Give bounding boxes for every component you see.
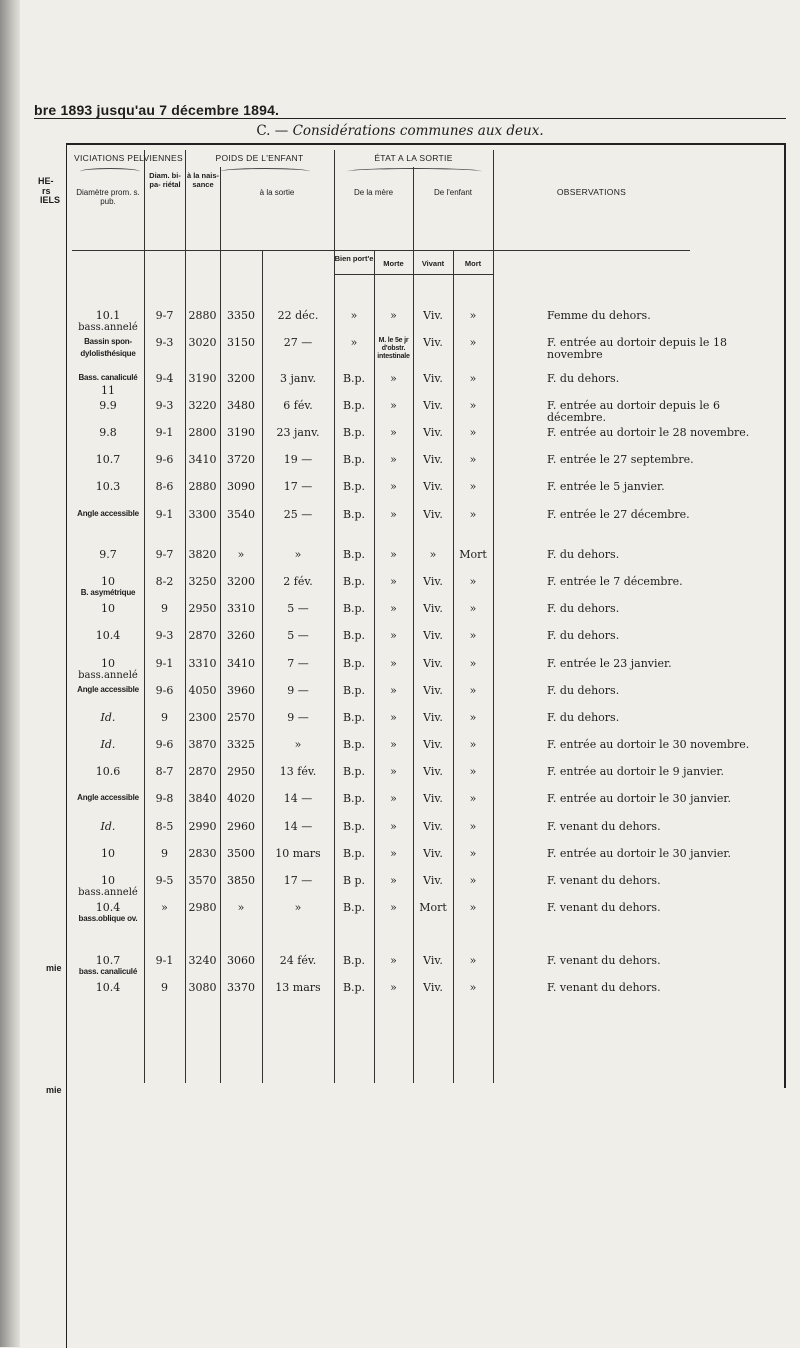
cell-nais: 3080 (188, 981, 217, 994)
cell-nais: 3190 (188, 372, 217, 385)
cell-mort: » (469, 901, 477, 914)
cell-observation: F. entrée le 7 décembre. (547, 575, 683, 588)
cell-date: 19 — (283, 453, 313, 466)
cell-sortie: 3540 (227, 508, 255, 521)
cell-vivant: Viv. (423, 602, 443, 615)
cell-nais: 2800 (188, 426, 217, 439)
cell-diam: 9.9 (99, 399, 117, 412)
table-top-rule (66, 143, 784, 145)
cell-date: » (294, 548, 302, 561)
cell-observation: Femme du dehors. (547, 309, 651, 322)
cell-mere_morte: » (390, 309, 397, 322)
cell-bipa: 9 (161, 711, 168, 724)
cell-mort: Mort (459, 548, 487, 561)
cell-bipa: 9-6 (155, 738, 174, 751)
cell-vivant: Viv. (423, 629, 443, 642)
cell-nais: 4050 (188, 684, 217, 697)
cell-vivant: Viv. (423, 738, 443, 751)
cell-vivant: Viv. (423, 453, 443, 466)
cell-nais: 2880 (188, 309, 217, 322)
header-naissance: à la nais- sance (186, 171, 220, 189)
cell-date: 24 fév. (279, 954, 317, 967)
cell-mere_bp: B.p. (342, 684, 366, 697)
cell-diam-note: dylolisthésique (80, 349, 136, 358)
cell-mort: » (469, 874, 477, 887)
cell-vivant: Viv. (423, 575, 443, 588)
cell-nais: 2830 (188, 847, 217, 860)
cell-mort: » (469, 738, 477, 751)
cell-vivant: Viv. (423, 372, 443, 385)
cell-nais: 3410 (188, 453, 217, 466)
cell-observation: F. entrée au dortoir depuis le 18 novembre (547, 336, 727, 361)
cell-mort: » (469, 575, 477, 588)
cell-mort: » (469, 684, 477, 697)
cell-bipa: 9-7 (155, 548, 174, 561)
cell-diam: 9.7 (99, 548, 117, 561)
cell-bipa: 8-6 (155, 480, 174, 493)
cell-diam-note: bass.oblique ov. (78, 914, 138, 923)
header-brace (80, 168, 140, 175)
cell-diam: Id. (100, 820, 116, 833)
cell-bipa: 8-7 (155, 765, 174, 778)
header-viciations: VICIATIONS PELVIENNES (74, 153, 183, 163)
section-title: C. — Considérations communes aux deux. (256, 123, 544, 139)
cell-mere_morte: » (390, 901, 397, 914)
cell-vivant: Viv. (423, 820, 443, 833)
cell-vivant: Viv. (423, 792, 443, 805)
cell-nais: 3820 (188, 548, 217, 561)
cell-vivant: Viv. (423, 399, 443, 412)
margin-fragment: rs (42, 186, 51, 196)
cell-sortie: 2960 (227, 820, 255, 833)
cell-nais: 3570 (188, 874, 217, 887)
cell-diam: 10 (101, 575, 115, 588)
cell-mere_morte: » (390, 602, 397, 615)
cell-sortie: 4020 (227, 792, 255, 805)
cell-vivant: Viv. (423, 981, 443, 994)
cell-date: 6 fév. (283, 399, 313, 412)
cell-diam: Id. (100, 738, 116, 751)
cell-nais: 3220 (188, 399, 217, 412)
cell-date: 10 mars (275, 847, 321, 860)
cell-nais: 2990 (188, 820, 217, 833)
cell-observation: F. entrée le 27 septembre. (547, 453, 694, 466)
cell-mere_morte: » (390, 711, 397, 724)
cell-bipa: » (161, 901, 168, 914)
cell-sortie: 3260 (227, 629, 255, 642)
cell-mere_bp: B p. (342, 874, 366, 887)
cell-diam: Angle accessible (77, 685, 139, 694)
cell-vivant: Viv. (423, 847, 443, 860)
cell-vivant: Viv. (423, 657, 443, 670)
cell-sortie: 3060 (227, 954, 255, 967)
cell-sortie: 2950 (227, 765, 255, 778)
cell-diam: 10.6 (95, 765, 121, 778)
cell-mort: » (469, 480, 477, 493)
cell-diam-note: 11 (101, 384, 115, 397)
header-morte: Morte (383, 259, 404, 268)
cell-date: 3 janv. (280, 372, 316, 385)
cell-observation: F. venant du dehors. (547, 874, 661, 887)
cell-mere_morte: » (390, 575, 397, 588)
cell-nais: 3840 (188, 792, 217, 805)
cell-vivant: Mort (419, 901, 447, 914)
cell-date: 23 janv. (276, 426, 320, 439)
cell-mere_morte: » (390, 629, 397, 642)
cell-sortie: 3325 (227, 738, 255, 751)
cell-observation: F. entrée le 5 janvier. (547, 480, 665, 493)
cell-mort: » (469, 657, 477, 670)
cell-mort: » (469, 309, 477, 322)
cell-mere_morte: » (390, 847, 397, 860)
cell-date: 17 — (283, 874, 313, 887)
cell-diam: 10 (101, 847, 115, 860)
cell-mort: » (469, 981, 477, 994)
cell-bipa: 9-1 (155, 426, 174, 439)
cell-mere_bp: B.p. (342, 372, 366, 385)
cell-date: 2 fév. (283, 575, 313, 588)
cell-mere_morte: » (390, 874, 397, 887)
cell-observation: F. du dehors. (547, 548, 620, 561)
cell-date: 7 — (287, 657, 309, 670)
cell-nais: 2880 (188, 480, 217, 493)
cell-bipa: 9-1 (155, 508, 174, 521)
cell-diam: 10.4 (95, 901, 121, 914)
cell-diam: 10 (101, 874, 115, 887)
header-sortie: à la sortie (259, 188, 295, 197)
margin-fragment: mie (46, 1085, 62, 1095)
cell-mere_bp: B.p. (342, 765, 366, 778)
cell-mere_bp: B.p. (342, 480, 366, 493)
cell-bipa: 8-5 (155, 820, 174, 833)
cell-mere_morte: » (390, 954, 397, 967)
cell-vivant: Viv. (423, 508, 443, 521)
cell-mort: » (469, 954, 477, 967)
header-poids: POIDS DE L'ENFANT (215, 153, 304, 163)
cell-vivant: Viv. (423, 336, 443, 349)
cell-vivant: Viv. (423, 480, 443, 493)
cell-sortie: 3960 (227, 684, 255, 697)
cell-date: » (294, 901, 302, 914)
cell-diam-note: bass. canaliculé (78, 967, 138, 976)
cell-observation: F. entrée au dortoir le 30 janvier. (547, 847, 731, 860)
cell-observation: F. du dehors. (547, 372, 620, 385)
cell-nais: 3870 (188, 738, 217, 751)
cell-sortie: 3090 (227, 480, 255, 493)
cell-mere_morte: » (390, 372, 397, 385)
cell-mere_bp: B.p. (342, 548, 366, 561)
cell-observation: F. venant du dehors. (547, 901, 661, 914)
header-vivant: Vivant (421, 259, 445, 268)
cell-mort: » (469, 399, 477, 412)
cell-diam: 10.4 (95, 629, 121, 642)
cell-mere_bp: » (350, 309, 358, 322)
cell-sortie: 3410 (227, 657, 255, 670)
cell-diam-note: bass.annelé (78, 670, 138, 681)
cell-date: 17 — (283, 480, 313, 493)
cell-observation: F. venant du dehors. (547, 820, 661, 833)
cell-bipa: 9 (161, 981, 168, 994)
cell-diam: Bassin spon- (84, 337, 132, 346)
margin-fragment: mie (46, 963, 62, 973)
cell-sortie: 2570 (227, 711, 255, 724)
cell-mere_bp: B.p. (342, 711, 366, 724)
cell-mere_morte: » (390, 657, 397, 670)
cell-vivant: Viv. (423, 426, 443, 439)
cell-sortie: 3200 (227, 575, 255, 588)
header-brace (220, 168, 310, 175)
cell-observation: F. du dehors. (547, 629, 620, 642)
results-table (72, 150, 690, 1083)
cell-date: 13 fév. (279, 765, 317, 778)
margin-fragment: HE- (38, 176, 54, 186)
header-de-la-mere: De la mère (353, 188, 394, 197)
cell-bipa: 9-3 (155, 399, 174, 412)
cell-mort: » (469, 372, 477, 385)
cell-mort: » (469, 602, 477, 615)
cell-diam: Angle accessible (77, 793, 139, 802)
cell-diam-note: bass.annelé (78, 887, 138, 898)
cell-mere_bp: B.p. (342, 629, 366, 642)
cell-diam: 10.3 (95, 480, 121, 493)
cell-mere_bp: B.p. (342, 820, 366, 833)
cell-sortie: » (237, 548, 245, 561)
cell-observation: F. entrée le 23 janvier. (547, 657, 672, 670)
cell-nais: 2300 (188, 711, 217, 724)
cell-nais: 3300 (188, 508, 217, 521)
cell-sortie: 3850 (227, 874, 255, 887)
cell-observation: F. entrée au dortoir le 9 janvier. (547, 765, 724, 778)
cell-nais: 2950 (188, 602, 217, 615)
running-header: bre 1893 jusqu'au 7 décembre 1894. (34, 102, 280, 118)
cell-sortie: 3310 (227, 602, 255, 615)
cell-nais: 3240 (188, 954, 217, 967)
cell-nais: 2870 (188, 765, 217, 778)
header-bien-portante: Bien port'e (334, 254, 374, 263)
cell-vivant: » (429, 548, 437, 561)
cell-mort: » (469, 508, 477, 521)
cell-sortie: 3720 (227, 453, 255, 466)
cell-observation: F. entrée au dortoir le 28 novembre. (547, 426, 750, 439)
cell-nais: 3250 (188, 575, 217, 588)
cell-mere_morte: » (390, 738, 397, 751)
cell-bipa: 9-4 (155, 372, 174, 385)
cell-mere_bp: » (350, 336, 358, 349)
cell-diam: Id. (100, 711, 116, 724)
cell-date: 14 — (283, 792, 313, 805)
cell-date: 27 — (283, 336, 313, 349)
cell-sortie: 3370 (227, 981, 255, 994)
cell-mort: » (469, 820, 477, 833)
cell-bipa: 8-2 (155, 575, 174, 588)
cell-diam: 10.1 (95, 309, 121, 322)
cell-diam: 10 (101, 602, 115, 615)
cell-date: » (294, 738, 302, 751)
cell-bipa: 9-8 (155, 792, 174, 805)
cell-mere_bp: B.p. (342, 426, 366, 439)
cell-bipa: 9 (161, 847, 168, 860)
cell-sortie: 3150 (227, 336, 255, 349)
cell-vivant: Viv. (423, 711, 443, 724)
cell-nais: 3020 (188, 336, 217, 349)
cell-date: 5 — (287, 602, 309, 615)
cell-nais: 3310 (188, 657, 217, 670)
cell-observation: F. entrée au dortoir le 30 novembre. (547, 738, 750, 751)
cell-diam: 9.8 (99, 426, 117, 439)
cell-observation: F. entrée le 27 décembre. (547, 508, 690, 521)
cell-diam: 10.7 (95, 954, 121, 967)
cell-mort: » (469, 792, 477, 805)
table-right-rule (784, 143, 786, 1088)
cell-sortie: 3350 (227, 309, 255, 322)
cell-date: 25 — (283, 508, 313, 521)
cell-diam: 10.7 (95, 453, 121, 466)
cell-mort: » (469, 847, 477, 860)
table-left-rule (66, 143, 67, 1348)
cell-diam: Angle accessible (77, 509, 139, 518)
cell-mere_bp: B.p. (342, 399, 366, 412)
cell-sortie: 3190 (227, 426, 255, 439)
header-brace (347, 168, 482, 175)
cell-date: 9 — (287, 711, 309, 724)
header-etat: ÉTAT A LA SORTIE (374, 153, 453, 163)
cell-bipa: 9-7 (155, 309, 174, 322)
cell-bipa: 9-3 (155, 629, 174, 642)
cell-mere_bp: B.p. (342, 738, 366, 751)
cell-observation: F. venant du dehors. (547, 981, 661, 994)
cell-mere_bp: B.p. (342, 792, 366, 805)
cell-bipa: 9-3 (155, 336, 174, 349)
header-rule (34, 118, 786, 119)
cell-date: 14 — (283, 820, 313, 833)
cell-mere_morte: » (390, 981, 397, 994)
cell-mere_morte: » (390, 765, 397, 778)
margin-fragment: IELS (40, 195, 61, 205)
cell-observation: F. entrée au dortoir depuis le 6 décembre. (547, 399, 720, 424)
adjacent-page-margin (20, 120, 64, 1200)
cell-mere_morte: » (390, 453, 397, 466)
cell-observation: F. du dehors. (547, 602, 620, 615)
cell-date: 22 déc. (277, 309, 319, 322)
cell-vivant: Viv. (423, 954, 443, 967)
cell-mort: » (469, 711, 477, 724)
header-bipa: Diam. bi-pa- riétal (149, 171, 181, 189)
cell-mere_morte: » (390, 684, 397, 697)
cell-observation: F. entrée au dortoir le 30 janvier. (547, 792, 731, 805)
cell-observation: F. du dehors. (547, 711, 620, 724)
cell-sortie: 3200 (227, 372, 255, 385)
cell-vivant: Viv. (423, 684, 443, 697)
cell-nais: 2980 (188, 901, 217, 914)
cell-date: 13 mars (275, 981, 321, 994)
cell-vivant: Viv. (423, 309, 443, 322)
cell-mere_bp: B.p. (342, 575, 366, 588)
cell-mere_morte: » (390, 548, 397, 561)
cell-bipa: 9-6 (155, 453, 174, 466)
cell-mere_bp: B.p. (342, 657, 366, 670)
cell-mere_morte: » (390, 792, 397, 805)
cell-sortie: 3500 (227, 847, 255, 860)
cell-date: 5 — (287, 629, 309, 642)
cell-diam: 10 (101, 657, 115, 670)
cell-mort: » (469, 453, 477, 466)
cell-bipa: 9-6 (155, 684, 174, 697)
cell-bipa: 9-1 (155, 954, 174, 967)
cell-bipa: 9-5 (155, 874, 174, 887)
cell-mort: » (469, 426, 477, 439)
cell-mere_bp: B.p. (342, 508, 366, 521)
book-spine-shadow (0, 0, 20, 1347)
cell-mere_morte: M. le 5e jr d'obstr. intestinale (377, 337, 410, 360)
cell-diam-note: B. asymétrique (80, 588, 136, 597)
cell-bipa: 9 (161, 602, 168, 615)
cell-diam: 10.4 (95, 981, 121, 994)
cell-diam-note: bass.annelé (78, 322, 138, 333)
cell-observation: F. venant du dehors. (547, 954, 661, 967)
cell-mort: » (469, 629, 477, 642)
cell-date: 9 — (287, 684, 309, 697)
cell-mere_bp: B.p. (342, 847, 366, 860)
cell-sortie: » (237, 901, 245, 914)
cell-mere_morte: » (390, 508, 397, 521)
cell-observation: F. du dehors. (547, 684, 620, 697)
cell-sortie: 3480 (227, 399, 255, 412)
cell-mere_morte: » (390, 426, 397, 439)
cell-mere_bp: B.p. (342, 901, 366, 914)
header-observations: OBSERVATIONS (556, 187, 627, 197)
header-mort: Mort (464, 259, 482, 268)
cell-nais: 2870 (188, 629, 217, 642)
cell-mere_bp: B.p. (342, 602, 366, 615)
cell-mort: » (469, 765, 477, 778)
cell-diam: Bass. canaliculé (78, 373, 138, 382)
cell-mere_bp: B.p. (342, 954, 366, 967)
cell-bipa: 9-1 (155, 657, 174, 670)
cell-mere_bp: B.p. (342, 453, 366, 466)
cell-mere_morte: » (390, 480, 397, 493)
header-de-lenfant: De l'enfant (434, 188, 472, 197)
header-diametre: Diamètre prom. s. pub. (76, 188, 140, 206)
cell-mort: » (469, 336, 477, 349)
cell-mere_morte: » (390, 820, 397, 833)
cell-vivant: Viv. (423, 874, 443, 887)
cell-mere_morte: » (390, 399, 397, 412)
cell-mere_bp: B.p. (342, 981, 366, 994)
cell-vivant: Viv. (423, 765, 443, 778)
